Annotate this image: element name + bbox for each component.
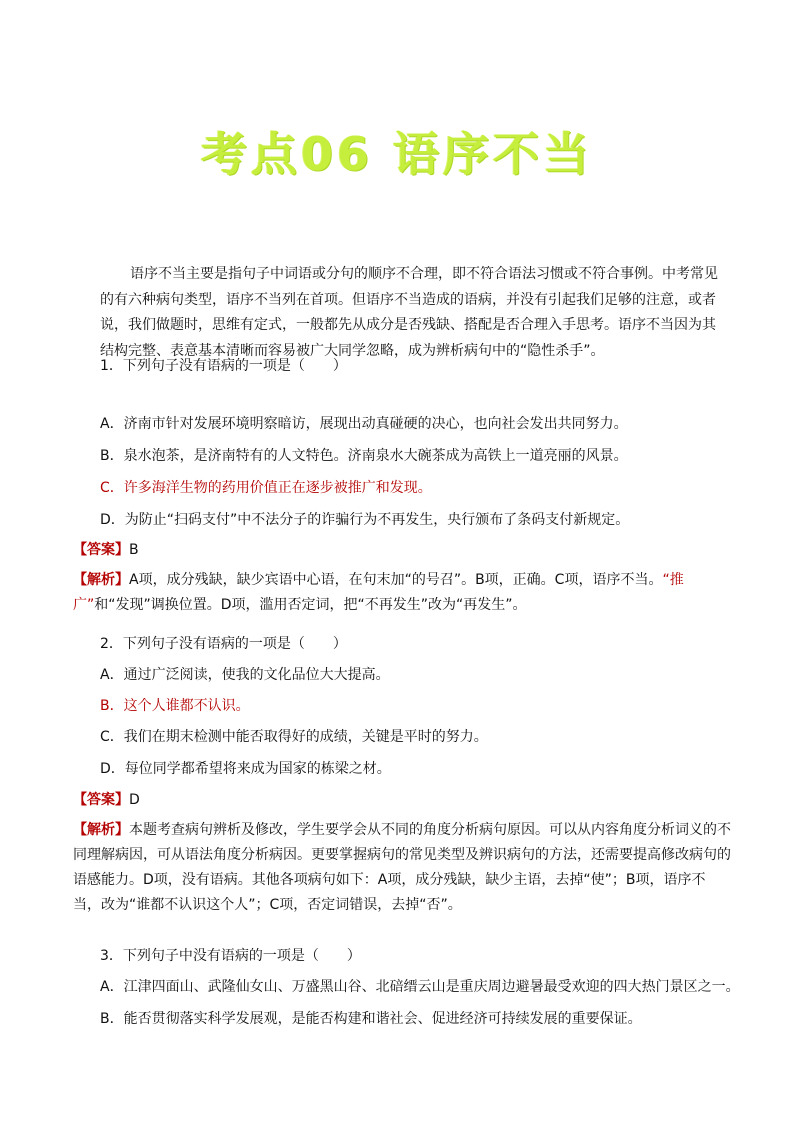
page-title: 考点06 语序不当 [200,127,594,181]
option-b: B．泉水泡茶，是济南特有的人文特色。济南泉水大碗茶成为高铁上一道亮丽的风景。 [100,448,628,464]
option-d: D．为防止“扫码支付”中不法分子的诈骗行为不再发生，央行颁布了条码支付新规定。 [100,512,630,528]
answer-tag: 【答案】 [73,542,129,558]
option-d: D．每位同学都希望将来成为国家的栋梁之材。 [100,761,391,777]
analysis-paragraph [73,818,733,918]
analysis-highlight: “推广” [73,572,684,613]
option-b: B．这个人谁都不认识。 [100,698,250,714]
analysis-paragraph [73,568,733,618]
answer-line [73,540,733,560]
question-stem: 3．下列句子中没有语病的一项是（ ） [100,948,361,964]
option-c: C．我们在期末检测中能否取得好的成绩，关键是平时的努力。 [100,729,488,745]
option-a: A．江津四面山、武隆仙女山、万盛黑山谷、北碚缙云山是重庆周边避暑最受欢迎的四大热门景区之一。 [100,979,740,995]
intro-text: 语序不当主要是指句子中词语或分句的顺序不合理，即不符合语法习惯或不符合事例。中考常见的有六种病句类型，语序不当列在首项。但语序不当造成的语病，并没有引起我们足够的注意，或者说，我们做题时，思维有定式，一般都先从成分是否残缺、搭配是否合理入手思考。语序不当因为其结构完整、表意基本清晰而容易被广大同学忽略，成为辨析病句中的“隐性杀手”。 [100,266,718,359]
analysis-tag: 【解析】 [73,822,129,838]
option-a: A．通过广泛阅读，使我的文化品位大大提高。 [100,667,390,683]
answer-line [73,790,733,810]
question-stem: 2．下列句子没有语病的一项是（ ） [100,636,347,652]
analysis-text: 本题考查病句辨析及修改，学生要学会从不同的角度分析病句原因。可以从内容角度分析词义的不同理解病因，可从语法角度分析病因。更要掌握病句的常见类型及辨识病句的方法，还需要提高修改病句的语感能力。D项，没有语病。其他各项病句如下：A项，成分残缺，缺少主语，去掉“使”；B项，语序不当，改为“谁都不认识这个人”；C项，否定词错误，去掉“否”。 [73,822,731,913]
intro-paragraph [100,262,722,364]
option-c: C．许多海洋生物的药用价值正在逐步被推广和发现。 [100,480,432,496]
answer-tag: 【答案】 [73,792,129,808]
answer-value: D [129,792,140,808]
analysis-text: A项，成分残缺，缺少宾语中心语，在句末加“的号召”。B项，正确。C项，语序不当。 [129,572,663,588]
option-a: A．济南市针对发展环境明察暗访，展现出动真碰硬的决心，也向社会发出共同努力。 [100,416,628,432]
option-b: B．能否贯彻落实科学发展观，是能否构建和谐社会、促进经济可持续发展的重要保证。 [100,1011,642,1027]
question-stem: 1．下列句子没有语病的一项是（ ） [100,358,347,374]
answer-value: B [129,542,139,558]
analysis-tag: 【解析】 [73,572,129,588]
analysis-text: 和“发现”调换位置。D项，滥用否定词，把“不再发生”改为“再发生”。 [94,597,527,613]
